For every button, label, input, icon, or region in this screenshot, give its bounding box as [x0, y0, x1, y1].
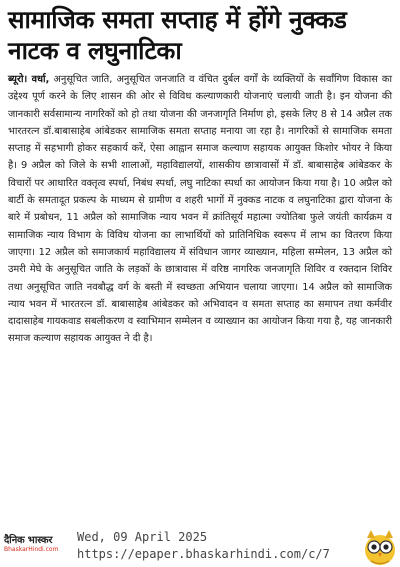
- publication-date: Wed, 09 April 2025: [77, 530, 208, 544]
- owl-mascot-icon: [360, 526, 400, 567]
- article-text: अनुसूचित जाति, अनुसूचित जनजाति व वंचित दुर्बल वर्गों के व्यक्तियों के सर्वांगिण विकास का उद्देश्य पूर्ण करने के लिए शासन की ओर से विविध कल्याणकारी योजनाएं चलायी जाती है। इन योजना की जानकारी सर्वसामान्य नागरिकों को हो तथा योजना की जनजागृति निर्माण हो, इसके लिए 8 से 14 अप्रैल तक भारतरत्न डॉ.बाबासाहेब आंबेडकर सामाजिक समता सप्ताह मनाया जा रहा है। नागरिकों से सामाजिक समता सप्ताह में सहभागी होकर सहकार्य करें, ऐसा आह्वान समाज कल्याण सहायक आयुक्त किशोर भोयर ने किया है। 9 अप्रैल को जिले के सभी शालाओं, महाविद्यालयों, शासकीय छात्रावासों में डॉ. बाबासाहेब आंबेडकर के विचारों पर आधारित वक्तृत्व स्पर्धा, निबंध स्पर्धा, लघु नाटिका स्पर्धा का आयोजन किया गया है। 10 अप्रैल को बार्टी के समतादूत प्रकल्प के माध्यम से ग्रामीण व शहरी भागों में नुक्कड नाटक व लघुनाटिका द्वारा योजना के बारे में प्रबोधन, 11 अप्रैल को सामाजिक न्याय भवन में क्रांतिसूर्य महात्मा ज्योतिबा फुले जयंती कार्यक्रम व सामाजिक न्याय विभाग के विविध योजना का लाभार्थियों को प्रातिनिधिक स्वरूप में लाभ का वितरण किया जाएगा। 12 अप्रैल को समाजकार्य महाविद्यालय में संविधान जागर व्याख्यान, महिला सम्मेलन, 13 अप्रैल को उमरी मेघे के अनुसूचित जाति के लड़कों के छात्रावास में वरिष्ठ नागरिक जनजागृति शिविर व रक्तदान शिविर तथा अनुसूचित जाति नवबौद्ध वर्ग के बस्ती में स्वच्छता अभियान चलाया जाएगा। 14 अप्रैल को सामाजिक न्याय भवन में भारतरत्न डॉ. बाबासाहेब आंबेडकर को अभिवादन व समता सप्ताह का समापन तथा कर्मवीर दादासाहेब गायकवाड सबलीकरण व स्वाभिमान सम्मेलन व व्याख्यान का आयोजन किया गया है, यह जानकारी समाज कल्याण सहायक आयुक्त ने दी है।: [8, 74, 392, 345]
- dainik-bhaskar-logo[interactable]: [4, 532, 68, 562]
- page-footer: [0, 526, 400, 567]
- epaper-url-link[interactable]: https://epaper.bhaskarhindi.com/c/7: [77, 547, 330, 561]
- article-dateline: ब्यूरो। वर्धा,: [8, 74, 50, 85]
- logo-text: दैनिक भास्कर: [4, 535, 53, 546]
- logo-subtext: BhaskarHindi.com: [4, 546, 59, 553]
- article-headline: सामाजिक समता सप्ताह में होंगे नुक्कड नाटक व लघुनाटिका: [8, 5, 347, 65]
- article-body: [0, 71, 400, 524]
